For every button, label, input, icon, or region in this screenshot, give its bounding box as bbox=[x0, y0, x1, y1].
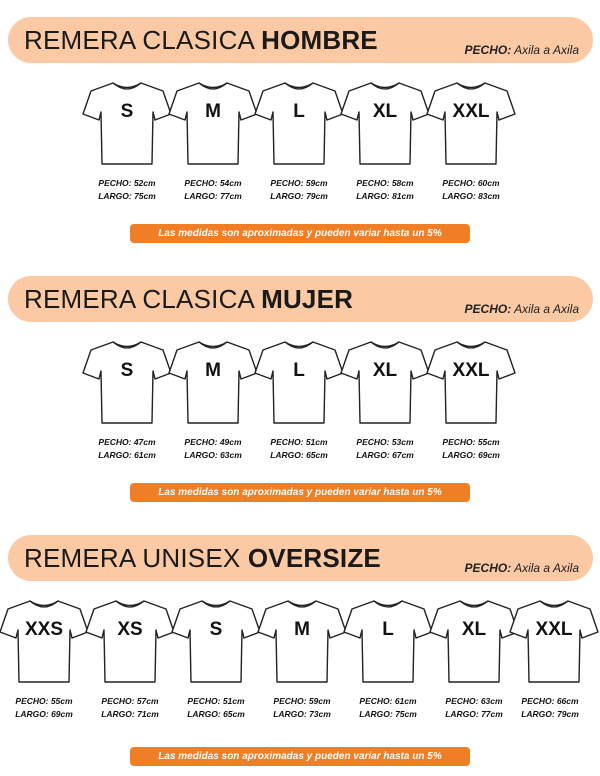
size-card-xl bbox=[339, 80, 431, 166]
size-card-xxl bbox=[508, 598, 600, 684]
chest-value: PECHO: 60cm bbox=[442, 178, 500, 188]
size-card-xs bbox=[84, 598, 176, 684]
section-title: REMERA CLASICA HOMBRE bbox=[24, 25, 378, 55]
chest-value: PECHO: 57cm bbox=[101, 696, 159, 706]
tshirt-outline-icon bbox=[84, 598, 176, 684]
length-value: LARGO: 67cm bbox=[356, 450, 414, 460]
length-value: LARGO: 61cm bbox=[98, 450, 156, 460]
measurements bbox=[163, 177, 263, 203]
section-hombre bbox=[0, 0, 600, 258]
size-label: L bbox=[382, 619, 394, 640]
measurements bbox=[166, 695, 266, 721]
tshirt-outline-icon bbox=[81, 339, 173, 425]
length-value: LARGO: 79cm bbox=[521, 709, 579, 719]
chest-value: PECHO: 52cm bbox=[98, 178, 156, 188]
measurements bbox=[252, 695, 352, 721]
tshirt-outline-icon bbox=[256, 598, 348, 684]
size-card-s bbox=[170, 598, 262, 684]
measurements bbox=[77, 177, 177, 203]
size-card-m bbox=[256, 598, 348, 684]
tshirt-outline-icon bbox=[167, 339, 259, 425]
measurements bbox=[163, 436, 263, 462]
length-value: LARGO: 73cm bbox=[273, 709, 331, 719]
size-label: XXL bbox=[535, 619, 573, 640]
size-card-l bbox=[253, 80, 345, 166]
length-value: LARGO: 69cm bbox=[442, 450, 500, 460]
size-label: XS bbox=[117, 619, 143, 640]
section-title: REMERA CLASICA MUJER bbox=[24, 284, 354, 314]
length-value: LARGO: 83cm bbox=[442, 191, 500, 201]
measurements bbox=[421, 177, 521, 203]
tshirt-outline-icon bbox=[253, 339, 345, 425]
size-card-xl bbox=[428, 598, 520, 684]
chest-value: PECHO: 54cm bbox=[184, 178, 242, 188]
size-label: M bbox=[294, 619, 310, 640]
measurements bbox=[249, 177, 349, 203]
size-card-l bbox=[253, 339, 345, 425]
approx-measure-note: Las medidas son aproximadas y pueden variar hasta un 5% bbox=[130, 747, 470, 766]
measurements bbox=[335, 177, 435, 203]
section-banner bbox=[8, 276, 593, 322]
tshirt-outline-icon bbox=[425, 339, 517, 425]
tshirt-outline-icon bbox=[0, 598, 90, 684]
size-card-m bbox=[167, 339, 259, 425]
tshirt-outline-icon bbox=[339, 80, 431, 166]
size-label: XL bbox=[372, 360, 398, 381]
tshirt-outline-icon bbox=[167, 80, 259, 166]
chest-value: PECHO: 49cm bbox=[184, 437, 242, 447]
size-label: XXL bbox=[452, 101, 490, 122]
size-label: XL bbox=[372, 101, 398, 122]
approx-measure-note: Las medidas son aproximadas y pueden variar hasta un 5% bbox=[130, 224, 470, 243]
measurements bbox=[77, 436, 177, 462]
chest-value: PECHO: 66cm bbox=[521, 696, 579, 706]
tshirt-outline-icon bbox=[253, 80, 345, 166]
length-value: LARGO: 69cm bbox=[15, 709, 73, 719]
tshirt-outline-icon bbox=[339, 339, 431, 425]
tshirt-outline-icon bbox=[425, 80, 517, 166]
section-banner bbox=[8, 17, 593, 63]
chest-value: PECHO: 63cm bbox=[445, 696, 503, 706]
tshirt-outline-icon bbox=[428, 598, 520, 684]
chest-value: PECHO: 51cm bbox=[187, 696, 245, 706]
size-label: M bbox=[205, 101, 221, 122]
measurements bbox=[500, 695, 600, 721]
tshirt-outline-icon bbox=[508, 598, 600, 684]
section-banner bbox=[8, 535, 593, 581]
chest-measure-note: PECHO: Axila a Axila bbox=[464, 43, 579, 57]
section-oversize bbox=[0, 518, 600, 776]
chest-value: PECHO: 59cm bbox=[273, 696, 331, 706]
size-label: XXL bbox=[452, 360, 490, 381]
length-value: LARGO: 79cm bbox=[270, 191, 328, 201]
tshirt-outline-icon bbox=[342, 598, 434, 684]
chest-value: PECHO: 58cm bbox=[356, 178, 414, 188]
length-value: LARGO: 63cm bbox=[184, 450, 242, 460]
size-card-m bbox=[167, 80, 259, 166]
size-label: XXS bbox=[24, 619, 64, 640]
chest-value: PECHO: 55cm bbox=[442, 437, 500, 447]
size-label: S bbox=[120, 360, 134, 381]
measurements bbox=[338, 695, 438, 721]
tshirt-outline-icon bbox=[170, 598, 262, 684]
size-label: L bbox=[293, 360, 305, 381]
size-card-xxs bbox=[0, 598, 90, 684]
chest-value: PECHO: 61cm bbox=[359, 696, 417, 706]
length-value: LARGO: 77cm bbox=[445, 709, 503, 719]
section-title: REMERA UNISEX OVERSIZE bbox=[24, 543, 381, 573]
size-card-xxl bbox=[425, 339, 517, 425]
measurements bbox=[249, 436, 349, 462]
size-card-s bbox=[81, 80, 173, 166]
length-value: LARGO: 65cm bbox=[270, 450, 328, 460]
length-value: LARGO: 75cm bbox=[359, 709, 417, 719]
chest-value: PECHO: 59cm bbox=[270, 178, 328, 188]
size-label: XL bbox=[461, 619, 487, 640]
size-card-xl bbox=[339, 339, 431, 425]
length-value: LARGO: 77cm bbox=[184, 191, 242, 201]
size-label: M bbox=[205, 360, 221, 381]
chest-value: PECHO: 51cm bbox=[270, 437, 328, 447]
section-mujer bbox=[0, 259, 600, 517]
size-label: L bbox=[293, 101, 305, 122]
chest-value: PECHO: 53cm bbox=[356, 437, 414, 447]
chest-value: PECHO: 55cm bbox=[15, 696, 73, 706]
length-value: LARGO: 65cm bbox=[187, 709, 245, 719]
approx-measure-note: Las medidas son aproximadas y pueden variar hasta un 5% bbox=[130, 483, 470, 502]
measurements bbox=[421, 436, 521, 462]
measurements bbox=[80, 695, 180, 721]
tshirt-outline-icon bbox=[81, 80, 173, 166]
size-label: S bbox=[120, 101, 134, 122]
length-value: LARGO: 71cm bbox=[101, 709, 159, 719]
size-card-s bbox=[81, 339, 173, 425]
size-card-xxl bbox=[425, 80, 517, 166]
chest-measure-note: PECHO: Axila a Axila bbox=[464, 302, 579, 316]
chest-measure-note: PECHO: Axila a Axila bbox=[464, 561, 579, 575]
size-card-l bbox=[342, 598, 434, 684]
length-value: LARGO: 75cm bbox=[98, 191, 156, 201]
chest-value: PECHO: 47cm bbox=[98, 437, 156, 447]
measurements bbox=[335, 436, 435, 462]
length-value: LARGO: 81cm bbox=[356, 191, 414, 201]
size-label: S bbox=[209, 619, 223, 640]
